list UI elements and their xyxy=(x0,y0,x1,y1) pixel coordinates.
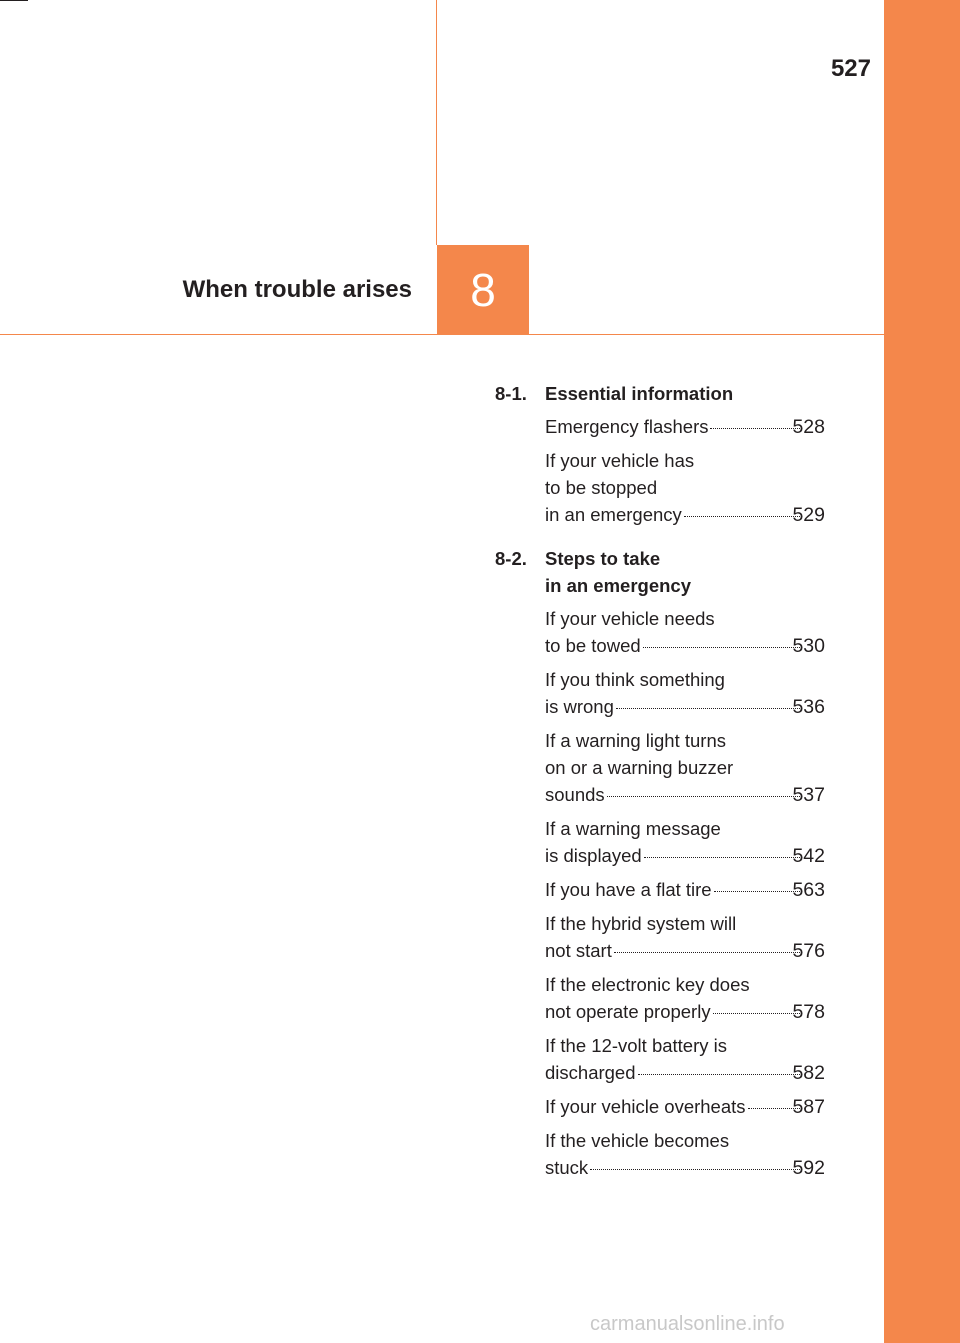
toc-entry-line: If a warning light turns xyxy=(545,730,726,751)
dot-leader xyxy=(748,1108,803,1109)
toc-entry-last-line xyxy=(545,876,825,904)
toc-entry[interactable] xyxy=(495,666,825,721)
toc-entry-page-number: 542 xyxy=(792,845,825,867)
toc-entry-page-number: 536 xyxy=(792,696,825,718)
toc-entry[interactable] xyxy=(495,876,825,904)
toc-entry-last-line xyxy=(545,413,825,441)
toc-entry-line: stuck xyxy=(545,1157,589,1178)
toc-entry[interactable] xyxy=(495,1127,825,1182)
dot-leader xyxy=(710,428,802,429)
section-title: When trouble arises xyxy=(182,276,412,303)
toc-entry-line: If the 12-volt battery is xyxy=(545,1035,728,1056)
toc-entry-page-number: 587 xyxy=(792,1096,825,1118)
dot-leader xyxy=(684,516,803,517)
dot-leader xyxy=(590,1169,802,1170)
toc-entry-page-number: 530 xyxy=(792,635,825,657)
toc-entry-page-number: 528 xyxy=(792,416,825,438)
section-gap xyxy=(495,535,825,545)
toc-entry-line: If you have a flat tire xyxy=(545,879,712,900)
toc-entry-last-line xyxy=(545,937,825,965)
chapter-side-tab xyxy=(884,0,960,1343)
chapter-number: 8 xyxy=(470,264,496,316)
toc-entry-line: If a warning message xyxy=(545,818,721,839)
toc-entry-last-line xyxy=(545,1154,825,1182)
toc-entry-text xyxy=(545,1032,825,1087)
toc-entry-line: If your vehicle has xyxy=(545,450,695,471)
toc-entry-line: to be towed xyxy=(545,635,641,656)
toc-section-title-line: Essential information xyxy=(545,383,734,404)
toc-entry-text xyxy=(545,1093,825,1121)
dot-leader xyxy=(714,891,803,892)
toc-entry-line: sounds xyxy=(545,784,605,805)
header-vertical-rule xyxy=(436,0,437,245)
toc-entry-line: in an emergency xyxy=(545,504,682,525)
toc-entry-line: is displayed xyxy=(545,845,642,866)
toc-entry-page-number: 592 xyxy=(792,1157,825,1179)
toc-entry-text xyxy=(545,727,825,809)
toc-entry-text xyxy=(545,413,825,441)
dot-leader xyxy=(638,1074,803,1075)
toc-section-heading xyxy=(495,545,825,599)
toc-entry-line: not operate properly xyxy=(545,1001,711,1022)
toc-entry-line: discharged xyxy=(545,1062,636,1083)
toc-entry-last-line xyxy=(545,632,825,660)
toc-entry-page-number: 582 xyxy=(792,1062,825,1084)
toc-entry-last-line xyxy=(545,998,825,1026)
toc-entry[interactable] xyxy=(495,971,825,1026)
toc-entry-line: If your vehicle needs xyxy=(545,608,715,629)
toc-entry[interactable] xyxy=(495,413,825,441)
toc-entry-text xyxy=(545,876,825,904)
toc-entry-page-number: 537 xyxy=(792,784,825,806)
watermark: carmanualsonline.info xyxy=(590,1313,785,1335)
toc-entry-last-line xyxy=(545,693,825,721)
toc-entry[interactable] xyxy=(495,727,825,809)
toc-entry-line: If your vehicle overheats xyxy=(545,1096,746,1117)
dot-leader xyxy=(644,857,803,858)
toc-entry-line: not start xyxy=(545,940,612,961)
dot-leader xyxy=(607,796,803,797)
toc-entry-last-line xyxy=(545,501,825,529)
crop-mark-left xyxy=(0,0,28,1)
dot-leader xyxy=(614,952,803,953)
page-number: 527 xyxy=(830,55,871,82)
toc-entry-text xyxy=(545,1127,825,1182)
toc-entry-page-number: 563 xyxy=(792,879,825,901)
toc-section-title-line: in an emergency xyxy=(545,575,692,596)
toc-section-title xyxy=(545,380,825,407)
toc-entry-line: Emergency flashers xyxy=(545,416,709,437)
toc-entry-line: If the electronic key does xyxy=(545,974,750,995)
toc-entry-text xyxy=(545,971,825,1026)
toc-entry-text xyxy=(545,815,825,870)
table-of-contents xyxy=(495,380,825,1188)
toc-entry-line: If you think something xyxy=(545,669,725,690)
toc-section-number: 8-1. xyxy=(495,383,527,404)
toc-entry-last-line xyxy=(545,1059,825,1087)
toc-entry[interactable] xyxy=(495,447,825,529)
toc-entry-line: If the hybrid system will xyxy=(545,913,737,934)
toc-entry-last-line xyxy=(545,781,825,809)
toc-entry-text xyxy=(545,447,825,529)
toc-entry[interactable] xyxy=(495,910,825,965)
toc-entry-last-line xyxy=(545,842,825,870)
toc-entry-line: If the vehicle becomes xyxy=(545,1130,730,1151)
chapter-number-box xyxy=(437,245,529,335)
toc-section-title xyxy=(545,545,825,599)
toc-entry-line: to be stopped xyxy=(545,477,658,498)
toc-entry-page-number: 529 xyxy=(792,504,825,526)
toc-section-heading xyxy=(495,380,825,407)
toc-entry-page-number: 576 xyxy=(792,940,825,962)
toc-entry-text xyxy=(545,605,825,660)
toc-entry[interactable] xyxy=(495,1032,825,1087)
toc-section-title-line: Steps to take xyxy=(545,548,661,569)
toc-entry[interactable] xyxy=(495,1093,825,1121)
toc-entry-last-line xyxy=(545,1093,825,1121)
toc-entry-page-number: 578 xyxy=(792,1001,825,1023)
toc-entry-line: on or a warning buzzer xyxy=(545,757,734,778)
toc-entry[interactable] xyxy=(495,605,825,660)
toc-entry-text xyxy=(545,910,825,965)
toc-entry-line: is wrong xyxy=(545,696,614,717)
dot-leader xyxy=(713,1013,803,1014)
toc-entry-text xyxy=(545,666,825,721)
dot-leader xyxy=(616,708,803,709)
toc-entry[interactable] xyxy=(495,815,825,870)
dot-leader xyxy=(643,647,803,648)
toc-section-number: 8-2. xyxy=(495,548,527,569)
